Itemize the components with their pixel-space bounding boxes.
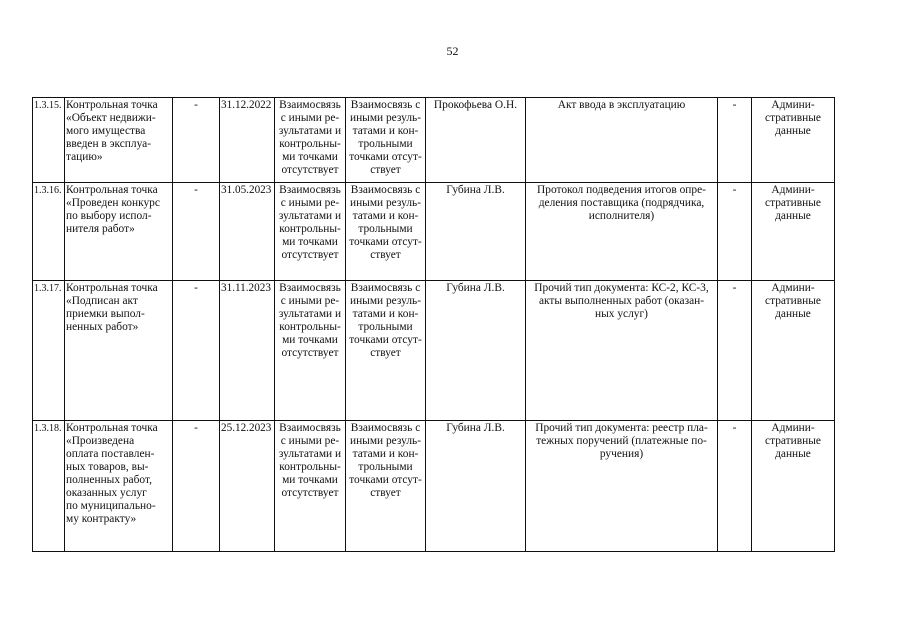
row-number: 1.3.18.: [33, 421, 65, 552]
predecessor-relation: Взаимосвязь с иными ре- зультатами и контрольны- ми точками отсутствует: [275, 421, 346, 552]
deadline-date: 25.12.2023: [220, 421, 275, 552]
predecessor-relation: Взаимосвязь с иными ре- зультатами и контрольны- ми точками отсутствует: [275, 98, 346, 183]
document-type: Протокол подведения итогов опре- деления поставщика (подрядчика, исполнителя): [526, 183, 718, 281]
responsible-person: Губина Л.В.: [426, 421, 526, 552]
deadline-date: 31.12.2022: [220, 98, 275, 183]
deadline-date: 31.11.2023: [220, 281, 275, 421]
data-source: Админи- стративные данные: [752, 183, 835, 281]
base-value-cell: -: [173, 421, 220, 552]
successor-relation: Взаимосвязь с иными резуль- татами и кон- трольными точками отсут- ствует: [346, 183, 426, 281]
info-system-cell: -: [718, 98, 752, 183]
base-value-cell: -: [173, 281, 220, 421]
row-number: 1.3.15.: [33, 98, 65, 183]
control-point-name: Контрольная точка «Объект недвижи- мого имущества введен в эксплуа- тацию»: [65, 98, 173, 183]
row-number: 1.3.17.: [33, 281, 65, 421]
responsible-person: Губина Л.В.: [426, 281, 526, 421]
deadline-date: 31.05.2023: [220, 183, 275, 281]
table-row: [33, 98, 835, 183]
table-row: [33, 421, 835, 552]
table-row: [33, 183, 835, 281]
info-system-cell: -: [718, 421, 752, 552]
successor-relation: Взаимосвязь с иными резуль- татами и кон- трольными точками отсут- ствует: [346, 281, 426, 421]
document-type: Прочий тип документа: реестр пла- тежных поручений (платежные по- ручения): [526, 421, 718, 552]
document-type: Прочий тип документа: КС-2, КС-3, акты выполненных работ (оказан- ных услуг): [526, 281, 718, 421]
info-system-cell: -: [718, 281, 752, 421]
successor-relation: Взаимосвязь с иными резуль- татами и кон- трольными точками отсут- ствует: [346, 98, 426, 183]
control-point-name: Контрольная точка «Проведен конкурс по выбору испол- нителя работ»: [65, 183, 173, 281]
base-value-cell: -: [173, 183, 220, 281]
row-number: 1.3.16.: [33, 183, 65, 281]
page-number: 52: [446, 44, 459, 58]
table-row: [33, 281, 835, 421]
data-source: Админи- стративные данные: [752, 98, 835, 183]
info-system-cell: -: [718, 183, 752, 281]
responsible-person: Губина Л.В.: [426, 183, 526, 281]
successor-relation: Взаимосвязь с иными резуль- татами и кон- трольными точками отсут- ствует: [346, 421, 426, 552]
data-source: Админи- стративные данные: [752, 421, 835, 552]
control-point-name: Контрольная точка «Подписан акт приемки выпол- ненных работ»: [65, 281, 173, 421]
data-source: Админи- стративные данные: [752, 281, 835, 421]
predecessor-relation: Взаимосвязь с иными ре- зультатами и контрольны- ми точками отсутствует: [275, 281, 346, 421]
base-value-cell: -: [173, 98, 220, 183]
control-points-table: [32, 97, 835, 552]
predecessor-relation: Взаимосвязь с иными ре- зультатами и контрольны- ми точками отсутствует: [275, 183, 346, 281]
responsible-person: Прокофьева О.Н.: [426, 98, 526, 183]
control-point-name: Контрольная точка «Произведена оплата поставлен- ных товаров, вы- полненных работ, оказанных услуг по муниципально- му контракту»: [65, 421, 173, 552]
document-type: Акт ввода в эксплуатацию: [526, 98, 718, 183]
